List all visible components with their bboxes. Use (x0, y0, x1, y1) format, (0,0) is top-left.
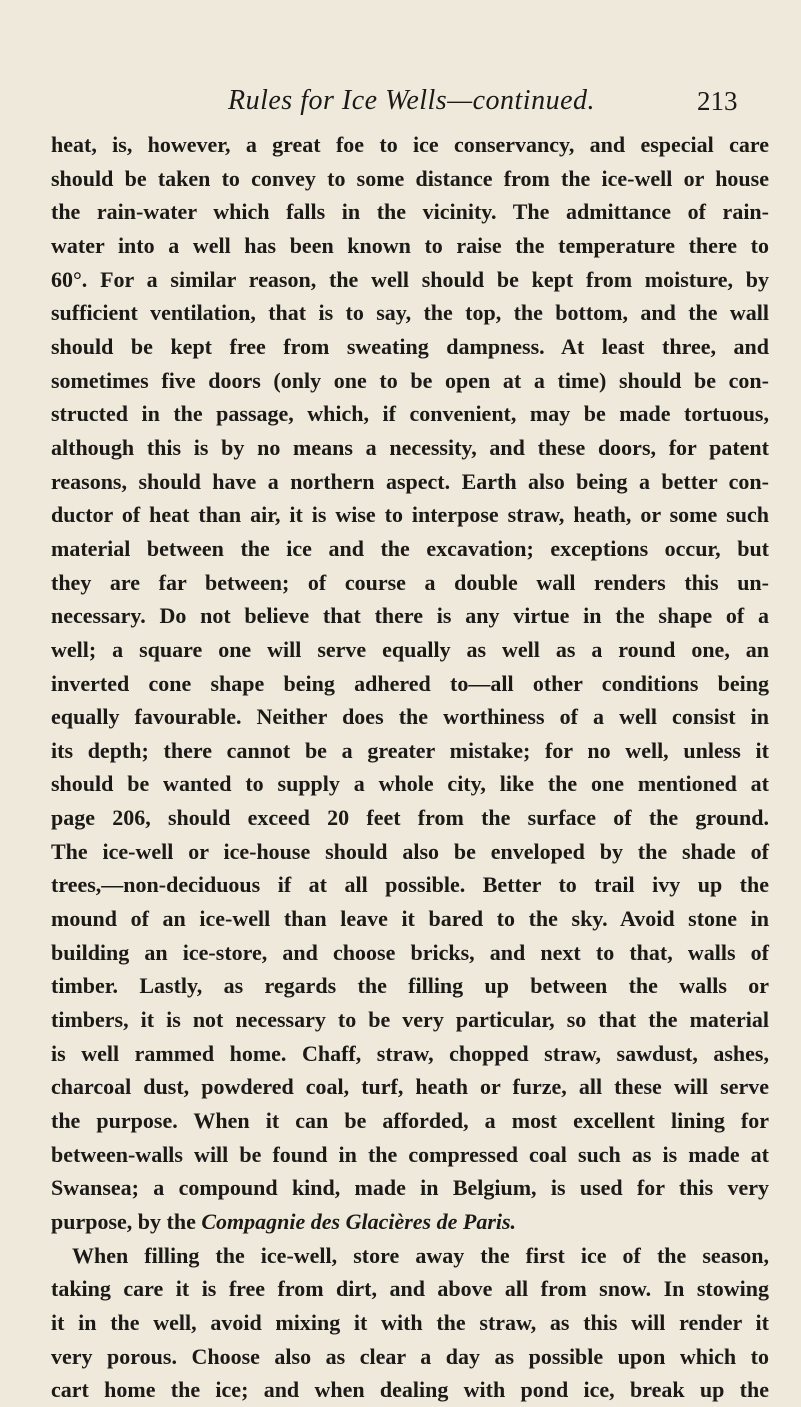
text-line: its depth; there cannot be a greater mistake; for no well, unless it (51, 737, 769, 763)
text-line: reasons, should have a northern aspect. Earth also being a better con- (51, 468, 769, 494)
text-line-paragraph-start: When filling the ice-well, store away the first ice of the season, (72, 1242, 769, 1268)
text-line: heat, is, however, a great foe to ice conservancy, and especial care (51, 132, 769, 157)
text-line: between-walls will be found in the compressed coal such as is made at (51, 1141, 769, 1167)
text-line: inverted cone shape being adhered to—all other conditions being (51, 670, 769, 696)
text-line: charcoal dust, powdered coal, turf, heath or furze, all these will serve (51, 1074, 769, 1100)
italic-phrase: Compagnie des Glacières de Paris. (201, 1209, 517, 1234)
text-line: necessary. Do not believe that there is any virtue in the shape of a (51, 603, 769, 629)
text-line: it in the well, avoid mixing it with the straw, as this will render it (51, 1309, 769, 1335)
text-line: cart home the ice; and when dealing with pond ice, break up the (51, 1377, 769, 1403)
text-line: building an ice-store, and choose bricks, and next to that, walls of (51, 939, 769, 965)
text-line: Swansea; a compound kind, made in Belgium, is used for this very (51, 1175, 769, 1201)
text-line: well; a square one will serve equally as well as a round one, an (51, 636, 769, 662)
text-line: timbers, it is not necessary to be very particular, so that the material (51, 1007, 769, 1033)
text-line-paragraph-end (51, 1205, 769, 1239)
text-line: sometimes five doors (only one to be open at a time) should be con- (51, 367, 769, 393)
page-header (0, 84, 801, 124)
text-line: very porous. Choose also as clear a day as possible upon which to (51, 1343, 769, 1369)
body-text (51, 128, 769, 1407)
text-line: mound of an ice-well than leave it bared to the sky. Avoid stone in (51, 906, 769, 932)
text-line: should be kept free from sweating dampness. At least three, and (51, 333, 769, 359)
text-line: sufficient ventilation, that is to say, the top, the bottom, and the wall (51, 300, 769, 326)
text-line: equally favourable. Neither does the worthiness of a well consist in (51, 704, 769, 730)
text-run: purpose, by the (51, 1209, 202, 1234)
running-head: Rules for Ice Wells—continued. (228, 85, 596, 116)
text-line: the rain-water which falls in the vicinity. The admittance of rain- (51, 199, 769, 225)
text-line: although this is by no means a necessity, and these doors, for patent (51, 434, 769, 460)
text-line: The ice-well or ice-house should also be enveloped by the shade of (51, 838, 769, 864)
text-line: they are far between; of course a double wall renders this un- (51, 569, 769, 595)
text-line: structed in the passage, which, if convenient, may be made tortuous, (51, 401, 769, 427)
page-number: 213 (697, 86, 738, 116)
text-line: the purpose. When it can be afforded, a most excellent lining for (51, 1108, 769, 1134)
text-line: material between the ice and the excavation; exceptions occur, but (51, 535, 769, 561)
text-line: water into a well has been known to raise the temperature there to (51, 232, 769, 258)
text-line: ductor of heat than air, it is wise to interpose straw, heath, or some such (51, 502, 769, 528)
text-line: is well rammed home. Chaff, straw, chopped straw, sawdust, ashes, (51, 1040, 769, 1066)
text-line: taking care it is free from dirt, and above all from snow. In stowing (51, 1276, 769, 1302)
text-line: should be wanted to supply a whole city, like the one mentioned at (51, 771, 769, 797)
text-line: trees,—non-deciduous if at all possible. Better to trail ivy up the (51, 872, 769, 898)
text-line: 60°. For a similar reason, the well should be kept from moisture, by (51, 266, 769, 292)
text-line: timber. Lastly, as regards the filling up between the walls or (51, 973, 769, 999)
text-line: page 206, should exceed 20 feet from the surface of the ground. (51, 805, 769, 831)
text-line: should be taken to convey to some distance from the ice-well or house (51, 165, 769, 191)
